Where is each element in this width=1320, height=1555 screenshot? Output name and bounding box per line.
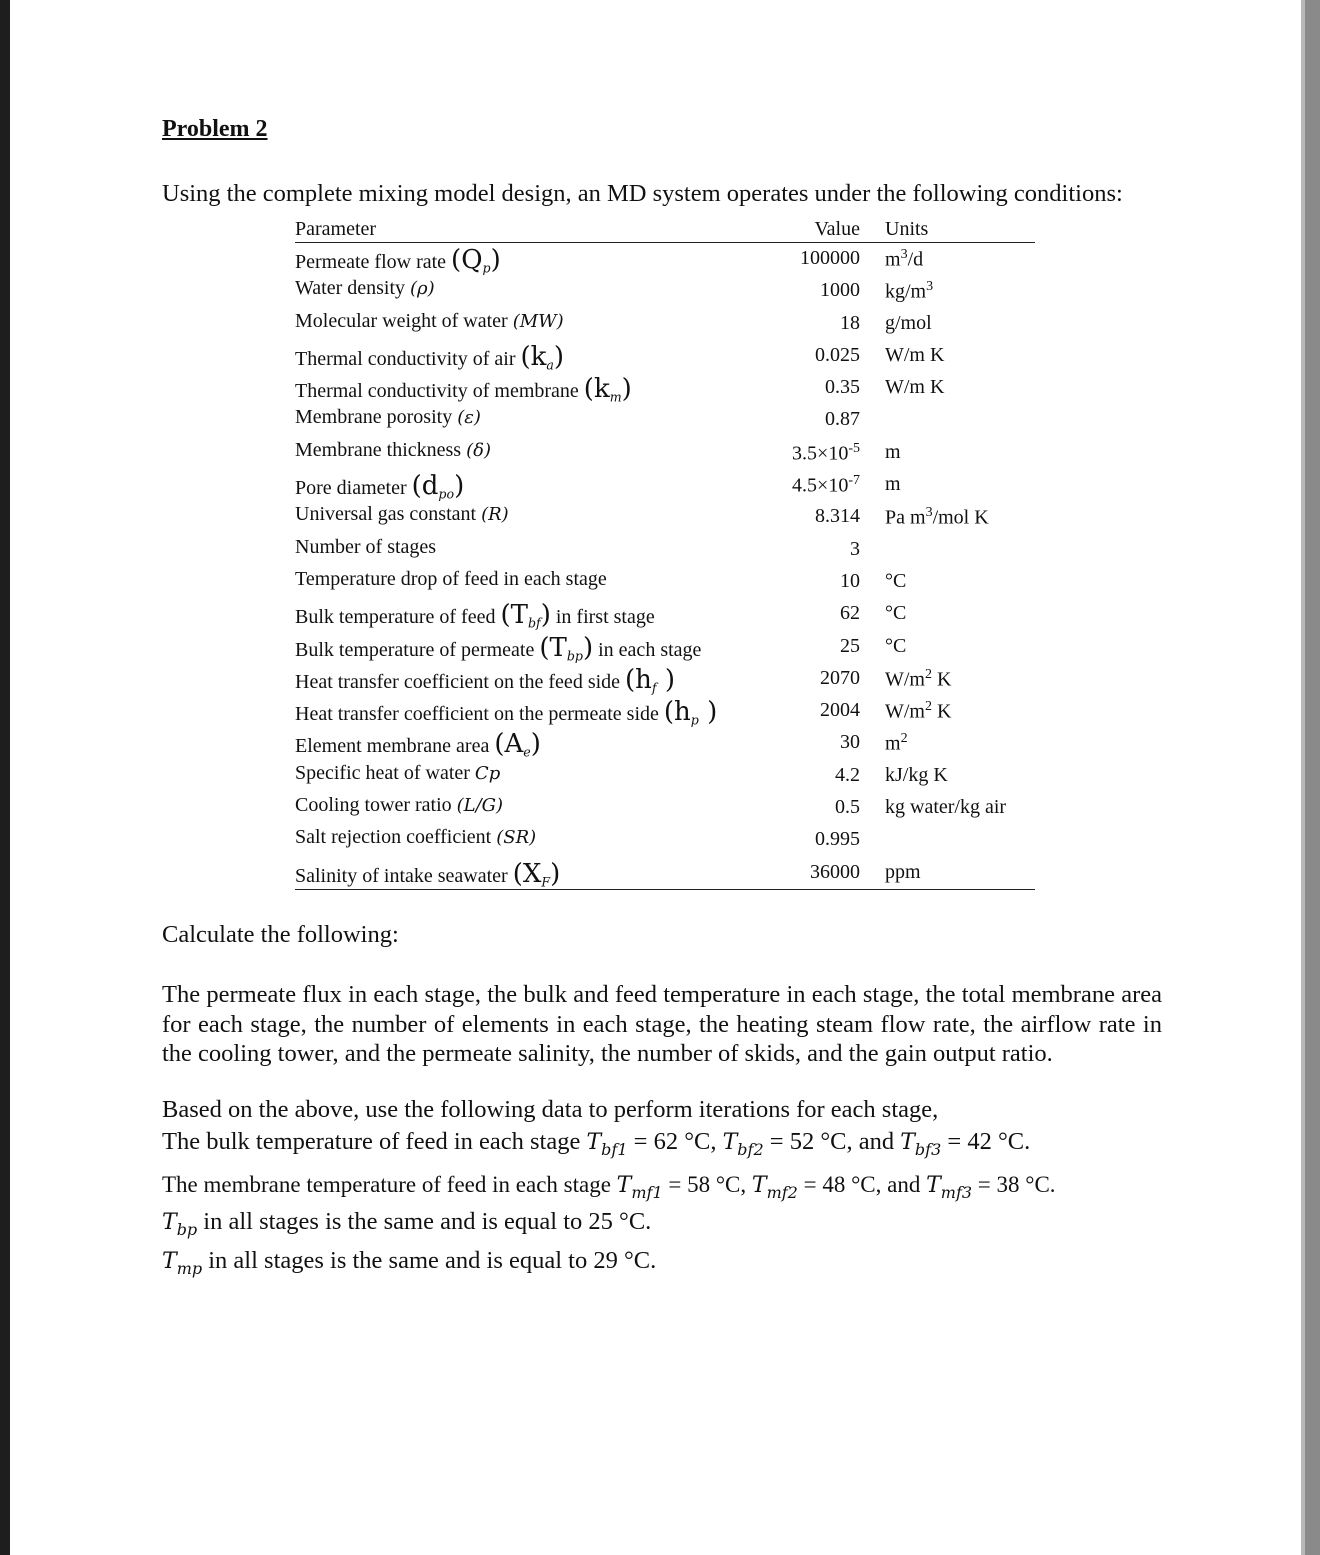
row-parameter: Bulk temperature of permeate $(T_{bp})$ in each stage (295, 632, 702, 664)
membrane-value-2: = 48 °C, and (797, 1172, 927, 1197)
bulk-sub-3: bf3 (914, 1140, 942, 1159)
table-row (295, 695, 1035, 727)
row-symbol: ($h_f$ ) (625, 664, 676, 696)
row-unit: °C (885, 569, 907, 592)
row-value: 0.87 (825, 408, 860, 431)
row-symbol: (SR) (496, 827, 537, 849)
row-symbol: (δ) (466, 439, 491, 461)
row-unit: Pa $m^3$/mol K (885, 505, 989, 530)
tmp-symbol: T (162, 1249, 177, 1274)
table-header (295, 218, 1035, 243)
row-unit: ppm (885, 860, 921, 883)
bulk-value-3: = 42 °C. (941, 1128, 1031, 1155)
row-symbol: ($h_p$ ) (663, 697, 718, 728)
table-row (295, 243, 1035, 275)
tmp-sub: mp (176, 1259, 203, 1278)
row-symbol: $(Q_p)$ (451, 245, 501, 276)
row-parameter: Thermal conductivity of membrane $(k_m)$ (295, 374, 632, 405)
row-parameter: Permeate flow rate $(Q_p)$ (295, 245, 501, 276)
table-row (295, 598, 1035, 630)
row-symbol: (ε) (457, 407, 481, 429)
row-parameter: Cooling tower ratio (L/G) (295, 794, 504, 817)
table-row (295, 275, 1035, 307)
table-row (295, 760, 1035, 792)
row-symbol: (R) (481, 504, 509, 526)
bulk-sub-1: bf1 (601, 1140, 628, 1159)
row-value: 25 (840, 634, 860, 657)
row-parameter: Number of stages (295, 535, 437, 558)
row-unit: m (885, 473, 901, 496)
row-parameter: Membrane thickness (δ) (295, 438, 491, 461)
row-value: 0.5 (835, 796, 860, 819)
row-parameter: Pore diameter $(d_{po})$ (295, 471, 465, 502)
table-row (295, 792, 1035, 824)
membrane-sub-1: mf1 (631, 1183, 663, 1202)
table-row (295, 824, 1035, 856)
tbp-sub: bp (176, 1220, 198, 1239)
row-unit: g/mol (885, 311, 932, 334)
table-row (295, 437, 1035, 469)
row-symbol: $(X_F)$ (512, 858, 561, 890)
table-row (295, 340, 1035, 372)
table-row (295, 469, 1035, 501)
row-value: 18 (840, 311, 860, 334)
row-parameter: Temperature drop of feed in each stage (295, 567, 607, 590)
row-value: 8.314 (815, 505, 860, 528)
row-value: 30 (840, 731, 860, 754)
row-value: 2070 (820, 666, 860, 689)
table-row (295, 631, 1035, 663)
membrane-lead: The membrane temperature of feed in each stage (162, 1172, 617, 1197)
row-symbol: $(k_m)$ (583, 374, 632, 405)
row-parameter: Salinity of intake seawater $(X_F)$ (295, 858, 561, 890)
iteration-intro: Based on the above, use the following data to perform iterations for each stage, (162, 1096, 939, 1123)
row-unit: $W/m^2$ K (885, 699, 952, 723)
table-body (295, 243, 1035, 889)
row-symbol: (ρ) (410, 278, 435, 300)
row-value: 2004 (820, 699, 860, 722)
row-parameter: Heat transfer coefficient on the permeate side ($h_p$ ) (295, 697, 718, 728)
tmp-line (162, 1247, 657, 1278)
row-parameter: Element membrane area $(A_e)$ (295, 729, 541, 761)
row-unit: $m^2$ (885, 731, 908, 756)
row-unit: °C (885, 602, 907, 625)
tbp-symbol: T (162, 1210, 177, 1235)
row-parameter: Water density (ρ) (295, 277, 435, 300)
row-symbol: (MW) (512, 310, 564, 332)
table-row (295, 404, 1035, 436)
row-symbol: $(d_{po})$ (411, 471, 465, 502)
calc-heading: Calculate the following: (162, 921, 399, 948)
table-row (295, 566, 1035, 598)
row-unit: °C (885, 634, 907, 657)
row-value: 100000 (800, 247, 860, 269)
row-parameter: Membrane porosity (ε) (295, 406, 481, 429)
bulk-lead: The bulk temperature of feed in each stage (162, 1128, 587, 1155)
table-row (295, 308, 1035, 340)
row-value: 4.2 (835, 763, 860, 786)
row-symbol: $(T_{bf})$ (500, 600, 551, 631)
row-parameter: Bulk temperature of feed $(T_{bf})$ in first stage (295, 600, 655, 631)
row-value: 10 (840, 569, 860, 592)
membrane-value-1: = 58 °C, (662, 1172, 752, 1197)
row-value: 0.995 (815, 828, 860, 851)
row-value: $4.5\times 10^{-7}$ (792, 473, 860, 497)
row-value: 62 (840, 602, 860, 625)
tbp-text: in all stages is the same and is equal to 25 °C. (197, 1208, 652, 1235)
row-unit: $kg/m^3$ (885, 279, 934, 303)
row-parameter: Molecular weight of water (MW) (295, 309, 564, 332)
row-symbol: Cp (474, 762, 501, 784)
bulk-value-1: = 62 °C, (627, 1128, 723, 1155)
left-edge (0, 0, 10, 1555)
row-value: 0.025 (815, 343, 860, 366)
row-symbol: (L/G) (456, 795, 504, 817)
conditions-table (295, 218, 1035, 890)
row-unit: $m^3/d$ (885, 247, 924, 271)
bulk-temperature-line: The bulk temperature of feed in each stage $T_{bf1} = 62$ °C, $T_{bf2} = 52$ °C, and $T_{bf3} = 42$ °C. (162, 1128, 1031, 1159)
tbp-line (162, 1208, 652, 1239)
right-scrollbar-edge (1301, 0, 1305, 1555)
row-value: 3 (850, 537, 860, 560)
table-row (295, 534, 1035, 566)
row-unit: W/m K (885, 343, 945, 366)
row-parameter: Heat transfer coefficient on the feed side ($h_f$ ) (295, 664, 676, 696)
row-unit: $W/m^2$ K (885, 666, 952, 691)
row-parameter: Salt rejection coefficient (SR) (295, 826, 537, 849)
row-parameter: Thermal conductivity of air $(k_a)$ (295, 341, 565, 373)
calc-body: The permeate flux in each stage, the bulk and feed temperature in each stage, the total membrane area for each stage, the number of elements in each stage, the heating steam flow rate, the airflow rate in the cooling tower, and the permeate salinity, the number of skids, and the gain output ratio. (162, 981, 1162, 1067)
row-parameter: Universal gas constant (R) (295, 503, 509, 526)
bulk-sub-2: bf2 (737, 1140, 764, 1159)
row-value: $3.5\times 10^{-5}$ (792, 440, 860, 465)
table-row (295, 727, 1035, 759)
tmp-text: in all stages is the same and is equal to 29 °C. (202, 1247, 657, 1274)
row-symbol: $(k_a)$ (520, 341, 565, 373)
table-row (295, 857, 1035, 889)
membrane-sub-2: mf2 (766, 1183, 798, 1202)
membrane-value-3: = 38 °C. (972, 1172, 1056, 1197)
row-unit: kg water/kg air (885, 796, 1007, 819)
membrane-temperature-line: The membrane temperature of feed in each stage $T_{mf1} = 58$ °C, $T_{mf2} = 48$ °C, and $T_{mf3} = 38$ °C. (162, 1172, 1056, 1202)
row-symbol: $(T_{bp})$ (539, 632, 594, 664)
header-value: Value (814, 218, 860, 240)
row-unit: W/m K (885, 376, 945, 399)
bulk-value-2: = 52 °C, and (763, 1128, 901, 1155)
membrane-sub-3: mf3 (940, 1183, 973, 1202)
problem-title: Problem 2 (162, 116, 268, 142)
header-units: Units (885, 218, 929, 240)
row-symbol: $(A_e)$ (494, 729, 541, 761)
table-row (295, 663, 1035, 695)
row-value: 36000 (810, 860, 860, 883)
table-row (295, 372, 1035, 404)
row-unit: m (885, 440, 901, 463)
intro-text: Using the complete mixing model design, an MD system operates under the following conditions: (162, 180, 1123, 207)
row-unit: kJ/kg K (885, 763, 948, 786)
header-parameter: Parameter (295, 218, 377, 240)
row-value: 1000 (820, 279, 860, 302)
row-parameter: Specific heat of water Cp (295, 761, 501, 784)
row-value: 0.35 (825, 376, 860, 399)
table-row (295, 501, 1035, 533)
